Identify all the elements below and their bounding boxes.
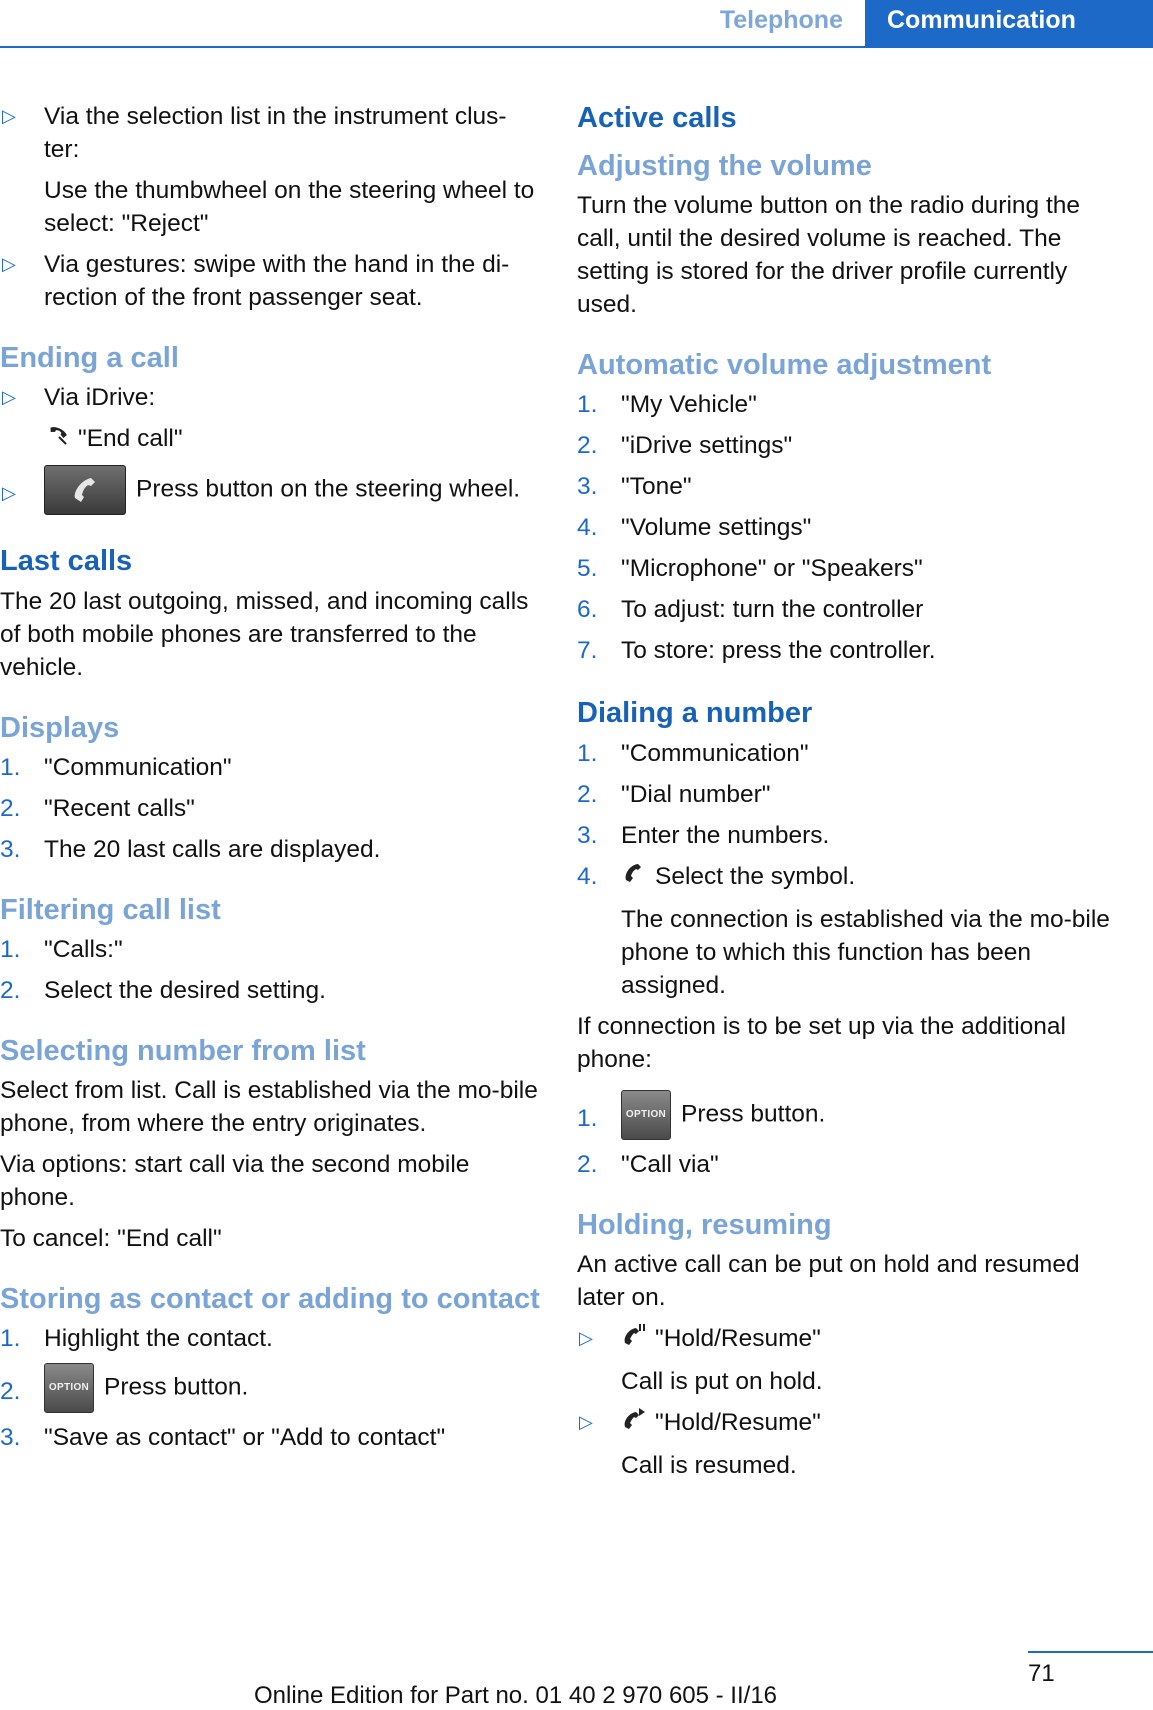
list-number: 3. xyxy=(0,836,21,864)
list-number: 2. xyxy=(0,977,21,1005)
list-item xyxy=(577,634,1122,667)
paragraph: If connection is to be set up via the additional phone: xyxy=(577,1013,1066,1074)
paragraph: An active call can be put on hold and resumed later on. xyxy=(577,1251,1080,1312)
phone-icon xyxy=(621,860,647,895)
list-number: 1. xyxy=(577,740,598,767)
list-item xyxy=(0,1421,540,1454)
list-item-text: "Call via" xyxy=(621,1151,719,1179)
paragraph: Via options: start call via the second mobile phone. xyxy=(0,1151,470,1212)
list-item xyxy=(0,381,540,414)
list-item xyxy=(577,593,1122,626)
list-item-sub: Use the thumbwheel on the steering wheel to select: "Reject" xyxy=(44,177,535,237)
list-item xyxy=(577,1090,1122,1140)
section-heading: Selecting number from list xyxy=(0,1035,366,1068)
list-item xyxy=(577,1322,1122,1357)
list-item-text: To adjust: turn the controller xyxy=(621,596,924,623)
list-number: 1. xyxy=(577,1105,598,1133)
page-number: 71 xyxy=(1028,1660,1055,1687)
list-number: 3. xyxy=(0,1424,21,1452)
list-item-text: Press button. xyxy=(681,1100,826,1128)
section-heading: Holding, resuming xyxy=(577,1209,832,1242)
list-item-text: Via iDrive: xyxy=(44,384,156,411)
list-item xyxy=(577,860,1122,895)
list-item-text: To store: press the controller. xyxy=(621,637,936,664)
list-number: 3. xyxy=(577,473,598,500)
list-item-text: Press button on the steering wheel. xyxy=(136,475,521,503)
list-item-text: "Hold/Resume" xyxy=(655,1325,821,1353)
list-item xyxy=(0,100,540,166)
bullet-marker: ▷ xyxy=(2,387,16,407)
list-item-text: "Recent calls" xyxy=(44,795,195,823)
list-item xyxy=(577,778,1122,811)
list-number: 1. xyxy=(0,754,21,782)
left-column xyxy=(0,100,540,1462)
list-item-text: "Communication" xyxy=(621,740,809,767)
section-heading: Active calls xyxy=(577,102,737,134)
paragraph: The 20 last outgoing, missed, and incoming calls of both mobile phones are transferred to the vehicle. xyxy=(0,588,529,682)
list-item xyxy=(0,833,540,866)
footer-divider xyxy=(1028,1651,1153,1653)
option-button-icon: OPTION xyxy=(621,1090,671,1140)
list-item-sub: The connection is established via the mo-bile phone to which this function has been assigned. xyxy=(621,906,1110,1000)
list-number: 2. xyxy=(577,1151,598,1179)
bullet-marker: ▷ xyxy=(2,483,16,504)
list-item xyxy=(0,1363,540,1413)
list-number: 6. xyxy=(577,596,598,623)
hold-icon xyxy=(621,1322,647,1357)
section-heading: Storing as contact or adding to contact xyxy=(0,1283,540,1316)
list-item xyxy=(577,819,1122,852)
section-heading: Dialing a number xyxy=(577,697,813,729)
section-heading: Last calls xyxy=(0,545,133,578)
list-number: 2. xyxy=(0,795,21,823)
list-item-sub xyxy=(0,422,540,457)
list-item-text: Highlight the contact. xyxy=(44,1325,273,1353)
bullet-marker: ▷ xyxy=(2,106,16,126)
list-item-text: "Hold/Resume" xyxy=(655,1409,821,1437)
list-item-text: "Microphone" or "Speakers" xyxy=(621,555,923,582)
list-item-sub: Call is resumed. xyxy=(621,1452,797,1480)
end-call-label: "End call" xyxy=(78,425,183,452)
list-item xyxy=(0,792,540,825)
list-item xyxy=(577,737,1122,770)
list-number: 1. xyxy=(0,1325,21,1353)
list-number: 3. xyxy=(577,822,598,849)
paragraph: To cancel: "End call" xyxy=(0,1225,222,1253)
option-button-icon: OPTION xyxy=(44,1363,94,1413)
list-item xyxy=(577,429,1122,462)
section-heading: Ending a call xyxy=(0,342,179,374)
list-number: 5. xyxy=(577,555,598,582)
list-item-text: "Calls:" xyxy=(44,936,123,964)
list-item-text: Via the selection list in the instrument clus-ter: xyxy=(44,103,507,163)
bullet-marker: ▷ xyxy=(579,1412,593,1433)
section-heading: Adjusting the volume xyxy=(577,150,872,182)
list-item-text: The 20 last calls are displayed. xyxy=(44,836,381,864)
end-call-icon xyxy=(44,422,70,457)
list-item-text: Press button. xyxy=(104,1373,249,1401)
list-item xyxy=(577,1148,1122,1181)
list-number: 2. xyxy=(0,1378,21,1406)
list-number: 2. xyxy=(577,432,598,459)
resume-icon xyxy=(621,1406,647,1441)
list-item-text: Select the desired setting. xyxy=(44,977,326,1005)
section-heading: Displays xyxy=(0,712,120,745)
list-item xyxy=(0,933,540,966)
list-item xyxy=(0,974,540,1007)
list-number: 4. xyxy=(577,514,598,541)
list-item xyxy=(577,552,1122,585)
list-item-text: "Volume settings" xyxy=(621,514,812,541)
list-item xyxy=(0,248,540,314)
list-item-text: Enter the numbers. xyxy=(621,822,830,849)
edition-footer: Online Edition for Part no. 01 40 2 970 605 - II/16 xyxy=(254,1682,778,1709)
list-number: 1. xyxy=(0,936,21,964)
list-item xyxy=(0,751,540,784)
list-item-text: "My Vehicle" xyxy=(621,391,757,418)
list-item-text: "Save as contact" or "Add to contact" xyxy=(44,1424,446,1452)
list-item-sub: Call is put on hold. xyxy=(621,1368,823,1396)
list-item xyxy=(577,1406,1122,1441)
list-item xyxy=(577,511,1122,544)
list-item xyxy=(0,465,540,515)
paragraph: Select from list. Call is established via the mo-bile phone, from where the entry originates. xyxy=(0,1077,538,1138)
bullet-marker: ▷ xyxy=(2,254,16,274)
header-tab-communication: Communication xyxy=(865,0,1153,46)
list-item-text: Via gestures: swipe with the hand in the di-rection of the front passenger seat. xyxy=(44,251,510,311)
header-tab-telephone: Telephone xyxy=(719,6,843,34)
section-heading: Automatic volume adjustment xyxy=(577,349,992,381)
right-column xyxy=(577,100,1122,1490)
section-heading: Filtering call list xyxy=(0,894,221,927)
phone-button-icon xyxy=(44,465,126,515)
list-item-text: "Dial number" xyxy=(621,781,771,808)
list-number: 4. xyxy=(577,863,598,890)
list-item-text: Select the symbol. xyxy=(655,863,856,890)
list-item-text: "Tone" xyxy=(621,473,692,500)
list-item xyxy=(577,388,1122,421)
list-number: 7. xyxy=(577,637,598,664)
list-item-text: "iDrive settings" xyxy=(621,432,793,459)
bullet-marker: ▷ xyxy=(579,1328,593,1349)
list-item-text: "Communication" xyxy=(44,754,232,782)
list-number: 1. xyxy=(577,391,598,418)
paragraph: Turn the volume button on the radio during the call, until the desired volume is reached. The setting is stored for the driver profile currently used. xyxy=(577,192,1081,318)
list-number: 2. xyxy=(577,781,598,808)
list-item xyxy=(577,470,1122,503)
list-item xyxy=(0,1322,540,1355)
page-header xyxy=(0,0,1153,48)
